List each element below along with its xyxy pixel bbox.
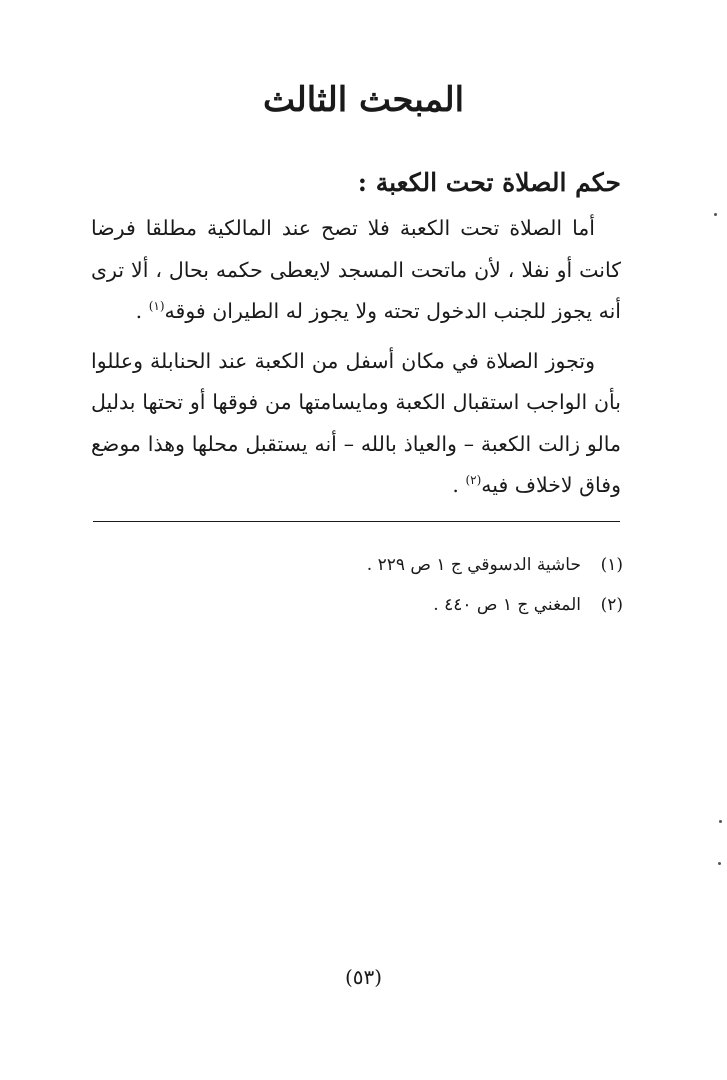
scan-speck — [719, 820, 722, 823]
paragraph-end: . — [135, 299, 149, 323]
footnote-number: (١) — [600, 555, 623, 575]
paragraph-2 — [91, 341, 621, 507]
page-number: (٥٣) — [344, 965, 383, 989]
chapter-title: المبحث الثالث — [262, 80, 465, 120]
footnote-reference: (٢) — [465, 473, 482, 488]
footnote-1 — [93, 545, 623, 585]
paragraph-1 — [91, 208, 621, 333]
section-heading: حكم الصلاة تحت الكعبة : — [357, 168, 621, 197]
scan-speck — [718, 862, 721, 865]
paragraph-text: أما الصلاة تحت الكعبة فلا تصح عند المالكية مطلقا فرضا كانت أو نفلا ، لأن ماتحت المسجد لايعطى حكمه بحال ، ألا ترى أنه يجوز للجنب الدخول تحته ولا يجوز له الطيران فوقه — [91, 216, 621, 323]
footnote-reference: (١) — [148, 299, 165, 314]
body-text — [91, 208, 621, 507]
footnote-number: (٢) — [600, 595, 623, 615]
footnote-text: المغني ج ١ ص ٤٤٠ . — [433, 595, 581, 615]
footnote-text: حاشية الدسوقي ج ١ ص ٢٢٩ . — [366, 555, 581, 575]
footnote-divider — [93, 521, 620, 522]
footnotes — [93, 545, 623, 625]
footnote-2 — [93, 585, 623, 625]
paragraph-text: وتجوز الصلاة في مكان أسفل من الكعبة عند الحنابلة وعللوا بأن الواجب استقبال الكعبة ومايسامتها من فوقها أو تحتها بدليل مالو زالت الكعبة – والعياذ بالله – أنه يستقبل محلها وهذا موضع وفاق لاخلاف فيه — [91, 348, 621, 497]
scan-speck — [714, 213, 717, 216]
paragraph-end: . — [452, 473, 466, 497]
